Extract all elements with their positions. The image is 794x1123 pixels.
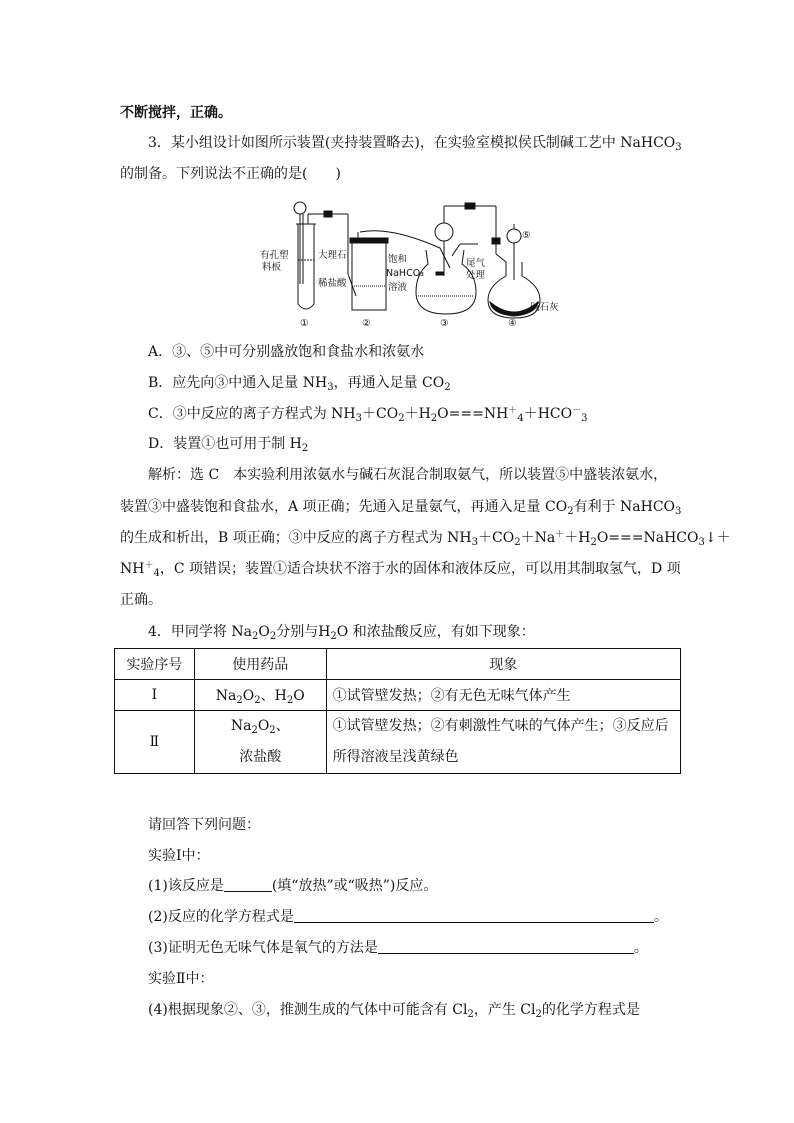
label-saturated: 饱和 — [388, 254, 408, 265]
label-dilute-hcl: 稀盐酸 — [318, 278, 347, 289]
label-apparatus-2: ② — [362, 318, 371, 329]
label-apparatus-1: ① — [300, 318, 309, 329]
question-3-line-1: 3．某小组设计如图所示装置(夹持装置略去)，在实验室模拟侯氏制碱工艺中 NaHCO$_3$ — [148, 135, 682, 153]
experiment-1-heading: 实验Ⅰ中： — [148, 848, 210, 864]
option-b: B．应先向③中通入足量 $NH_3$，再通入足量 $CO_2$ — [148, 375, 451, 393]
table-cell-id: Ⅱ — [115, 711, 195, 774]
question-4-4: (4)根据现象②、③，推测生成的气体中可能含有 $Cl_2$，产生 $Cl_2$的化学方程式是 — [148, 1002, 640, 1020]
table-cell-phenomenon: ①试管壁发热；②有刺激性气味的气体产生；③反应后 所得溶液呈浅黄绿色 — [326, 711, 680, 774]
option-c: C．③中反应的离子方程式为 $NH_3+CO_2+H_2O===NH^+_4+HCO^-_3$ — [148, 406, 588, 424]
table-header: 使用药品 — [194, 649, 326, 680]
table-cell-drug: $Na_2O_2$、$H_2O$ — [194, 680, 326, 711]
analysis-line-2: 装置③中盛装饱和食盐水，A 项正确；先通入足量氨气，再通入足量 $CO_2$有利于 NaHCO$_3$ — [120, 499, 682, 517]
label-tail-gas-1: 尾气 — [466, 258, 486, 269]
label-nahco3: NaHCO₃ — [386, 268, 424, 279]
label-apparatus-3: ③ — [440, 318, 449, 329]
label-solution: 溶液 — [388, 282, 408, 293]
answer-blank[interactable] — [224, 877, 272, 892]
question-4-2: (2)反应的化学方程式是 。 — [148, 909, 668, 925]
table-cell-phenomenon: ①试管壁发热；②有无色无味气体产生 — [326, 680, 680, 711]
label-apparatus-4: ④ — [508, 318, 517, 329]
question-4: 4．甲同学将 $Na_2O_2$分别与$H_2O$ 和浓盐酸反应，有如下现象： — [148, 624, 535, 642]
question-4-1: (1)该反应是 (填“放热”或“吸热”)反应。 — [148, 878, 438, 894]
text-line-1: 不断搅拌，正确。 — [120, 105, 232, 121]
option-a: A．③、⑤中可分别盛放饱和食盐水和浓氨水 — [148, 344, 425, 360]
table-header-row — [115, 649, 681, 680]
analysis-line-3: 的生成和析出，B 项正确；③中反应的离子方程式为 $NH_3+CO_2+Na^++H_2O===NaHCO_3↓+$ — [120, 530, 731, 548]
apparatus-diagram — [240, 196, 570, 332]
answer-blank[interactable] — [378, 939, 634, 954]
experiment-2-heading: 实验Ⅱ中： — [148, 971, 214, 987]
question-4-3: (3)证明无色无味气体是氧气的方法是 。 — [148, 940, 648, 956]
label-soda-lime: 碱石灰 — [530, 302, 559, 313]
question-3-line-2: 的制备。下列说法不正确的是( ) — [120, 166, 341, 182]
table-cell-id: Ⅰ — [115, 680, 195, 711]
table-row — [115, 680, 681, 711]
analysis-line-5: 正确。 — [120, 592, 162, 608]
label-plastic-plate-1: 有孔塑 — [260, 250, 289, 261]
experiment-table — [114, 648, 681, 774]
label-tail-gas-2: 处理 — [466, 270, 486, 281]
table-header: 现象 — [326, 649, 680, 680]
label-marble: 大理石 — [318, 250, 347, 261]
analysis-line-1: 解析：选 C 本实验利用浓氨水与碱石灰混合制取氨气，所以装置⑤中盛装浓氨水， — [148, 467, 668, 483]
table-cell-drug: $Na_2O_2$、 浓盐酸 — [194, 711, 326, 774]
label-plastic-plate-2: 料板 — [262, 262, 282, 273]
option-d: D．装置①也可用于制 $H_2$ — [148, 436, 309, 454]
analysis-line-4: $NH^+_4$，C 项错误；装置①适合块状不溶于水的固体和液体反应，可以用其制取氢气，D 项 — [120, 561, 681, 579]
label-apparatus-5: ⑤ — [522, 230, 531, 241]
table-row — [115, 711, 681, 774]
answer-blank[interactable] — [294, 908, 654, 923]
table-header: 实验序号 — [115, 649, 195, 680]
prompt-answer: 请回答下列问题： — [148, 817, 260, 833]
